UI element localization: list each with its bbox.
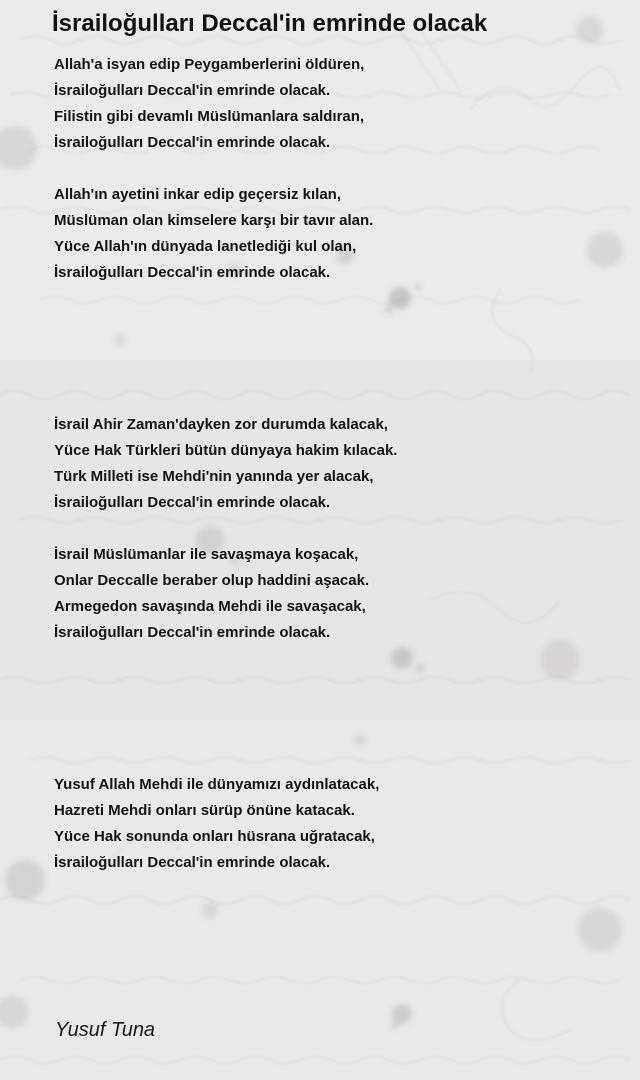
poem-line: Yüce Hak sonunda onları hüsrana uğratacak, xyxy=(54,828,375,845)
poem-line: Armegedon savaşında Mehdi ile savaşacak, xyxy=(54,598,366,615)
poem-line: Hazreti Mehdi onları sürüp önüne katacak. xyxy=(54,802,355,819)
poem-line: Yüce Hak Türkleri bütün dünyaya hakim kılacak. xyxy=(54,442,398,459)
poem-author: Yusuf Tuna xyxy=(55,1019,156,1041)
poem-line: Müslüman olan kimselere karşı bir tavır alan. xyxy=(54,212,374,229)
poem-line: Filistin gibi devamlı Müslümanlara saldıran, xyxy=(54,108,365,125)
poem-title: İsrailoğulları Deccal'in emrinde olacak xyxy=(52,10,488,37)
poem-line: Yusuf Allah Mehdi ile dünyamızı aydınlatacak, xyxy=(54,776,380,793)
poem-line: Onlar Deccalle beraber olup haddini aşacak. xyxy=(54,572,370,589)
stanza-4 xyxy=(54,542,369,646)
poem-line: İsrailoğulları Deccal'in emrinde olacak. xyxy=(54,854,331,871)
poem-line: Türk Milleti ise Mehdi'nin yanında yer alacak, xyxy=(54,468,374,485)
poem-line: İsrailoğulları Deccal'in emrinde olacak. xyxy=(54,134,331,151)
stanza-1 xyxy=(54,52,364,156)
poem-line: İsrailoğulları Deccal'in emrinde olacak. xyxy=(54,82,331,99)
stanza-5 xyxy=(54,772,379,876)
stanza-3 xyxy=(54,412,397,516)
poem-line: Yüce Allah'ın dünyada lanetlediği kul olan, xyxy=(54,238,357,255)
poem-line: İsrailoğulları Deccal'in emrinde olacak. xyxy=(54,624,331,641)
poem-line: Allah'ın ayetini inkar edip geçersiz kılan, xyxy=(54,186,341,203)
poem-line: İsrail Müslümanlar ile savaşmaya koşacak, xyxy=(54,546,359,563)
stanza-2 xyxy=(54,182,373,286)
poem-line: İsrailoğulları Deccal'in emrinde olacak. xyxy=(54,264,331,281)
poem-line: İsrailoğulları Deccal'in emrinde olacak. xyxy=(54,494,331,511)
poem-line: İsrail Ahir Zaman'dayken zor durumda kalacak, xyxy=(54,416,388,433)
poem-line: Allah'a isyan edip Peygamberlerini öldüren, xyxy=(54,56,365,73)
